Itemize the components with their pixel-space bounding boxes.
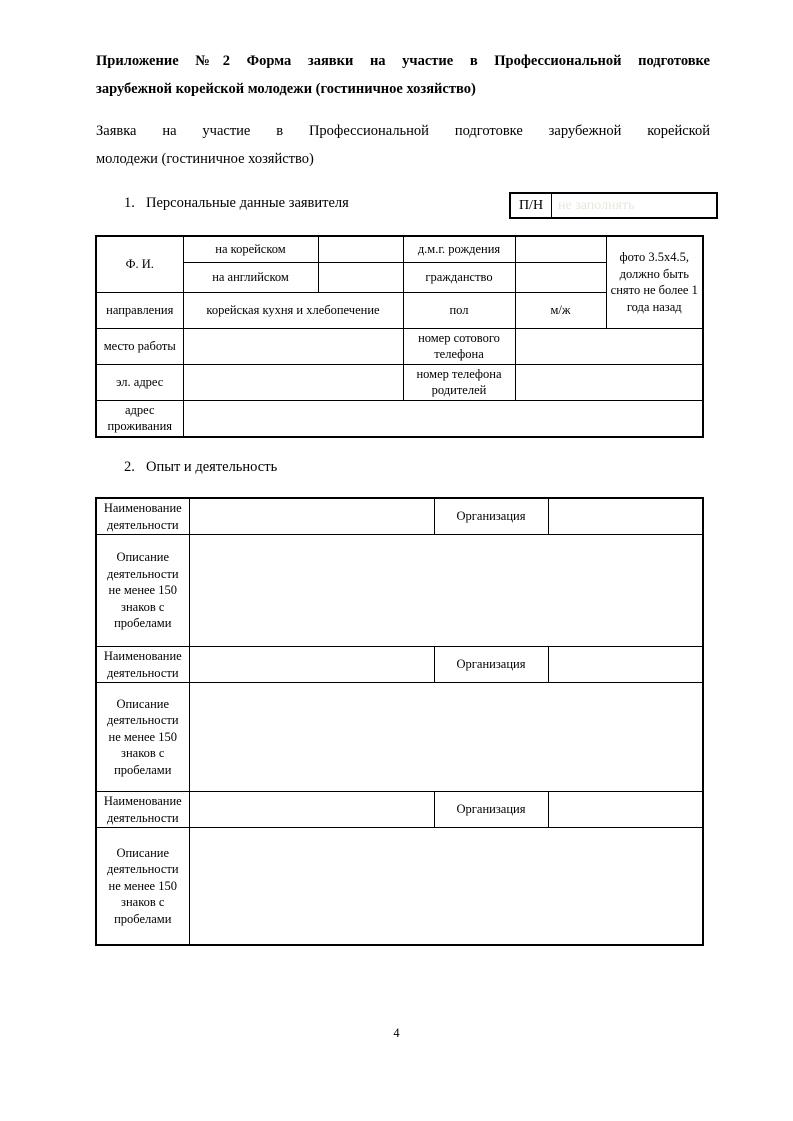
citizenship-input[interactable] <box>515 262 606 292</box>
description-label-1: Описание деятельности не менее 150 знаков с пробелами <box>96 535 189 647</box>
intro-line2: молодежи (гостиничное хозяйство) <box>96 151 314 167</box>
activity-description-input-1[interactable] <box>189 535 703 647</box>
activity-name-input-2[interactable] <box>189 647 434 683</box>
birthdate-label: д.м.г. рождения <box>403 236 515 262</box>
direction-value: корейская кухня и хлебопечение <box>183 292 403 328</box>
cell-phone-label: номер сотового телефона <box>403 328 515 364</box>
birthdate-input[interactable] <box>515 236 606 262</box>
activity-name-input-3[interactable] <box>189 792 434 828</box>
intro-line1: Заявка на участие в Профессиональной подготовке зарубежной корейской <box>96 123 710 139</box>
direction-label: направления <box>96 292 183 328</box>
table-row <box>96 498 703 535</box>
organization-label-2: Организация <box>434 647 548 683</box>
section-1-number: 1. <box>124 195 135 211</box>
english-name-label: на английском <box>183 262 318 292</box>
photo-note: фото 3.5x4.5, должно быть снято не более 1 года назад <box>606 236 703 328</box>
table-row <box>96 535 703 647</box>
workplace-input[interactable] <box>183 328 403 364</box>
table-row <box>96 683 703 792</box>
table-row <box>96 328 703 364</box>
table-row <box>96 647 703 683</box>
address-label: адрес проживания <box>96 400 183 437</box>
address-input[interactable] <box>183 400 703 437</box>
parents-phone-label: номер телефона родителей <box>403 364 515 400</box>
section-2-title: Опыт и деятельность <box>146 459 278 475</box>
activity-name-input-1[interactable] <box>189 498 434 535</box>
korean-name-label: на корейском <box>183 236 318 262</box>
section-2-number: 2. <box>124 459 135 475</box>
experience-table <box>95 497 704 946</box>
activity-description-input-2[interactable] <box>189 683 703 792</box>
organization-input-3[interactable] <box>548 792 703 828</box>
table-row <box>96 400 703 437</box>
pn-label: П/Н <box>510 193 552 218</box>
korean-name-input[interactable] <box>318 236 403 262</box>
sex-label: пол <box>403 292 515 328</box>
pn-box-row <box>510 193 717 218</box>
activity-name-label-2: Наименование деятельности <box>96 647 189 683</box>
description-label-2: Описание деятельности не менее 150 знаков с пробелами <box>96 683 189 792</box>
document-title-line1: Приложение №2 Форма заявки на участие в Профессиональной подготовке <box>96 53 710 69</box>
section-2-heading <box>124 457 277 477</box>
workplace-label: место работы <box>96 328 183 364</box>
description-label-3: Описание деятельности не менее 150 знаков с пробелами <box>96 828 189 945</box>
section-1-heading <box>124 193 349 213</box>
organization-input-2[interactable] <box>548 647 703 683</box>
table-row <box>96 828 703 945</box>
cell-phone-input[interactable] <box>515 328 703 364</box>
organization-input-1[interactable] <box>548 498 703 535</box>
table-row <box>96 364 703 400</box>
sex-value: м/ж <box>515 292 606 328</box>
email-input[interactable] <box>183 364 403 400</box>
pn-value-field[interactable]: не заполнять <box>552 193 718 218</box>
table-row <box>96 236 703 262</box>
fio-label: Ф. И. <box>96 236 183 292</box>
pn-box <box>509 192 718 219</box>
activity-name-label-3: Наименование деятельности <box>96 792 189 828</box>
email-label: эл. адрес <box>96 364 183 400</box>
intro-paragraph <box>96 117 710 173</box>
citizenship-label: гражданство <box>403 262 515 292</box>
activity-description-input-3[interactable] <box>189 828 703 945</box>
document-title <box>96 47 710 103</box>
page-number: 4 <box>393 1026 400 1040</box>
organization-label-3: Организация <box>434 792 548 828</box>
document-title-line2: зарубежной корейской молодежи (гостиничное хозяйство) <box>96 81 476 97</box>
section-1-title: Персональные данные заявителя <box>146 195 349 211</box>
english-name-input[interactable] <box>318 262 403 292</box>
activity-name-label-1: Наименование деятельности <box>96 498 189 535</box>
table-row <box>96 792 703 828</box>
parents-phone-input[interactable] <box>515 364 703 400</box>
organization-label-1: Организация <box>434 498 548 535</box>
personal-data-table <box>95 235 704 438</box>
